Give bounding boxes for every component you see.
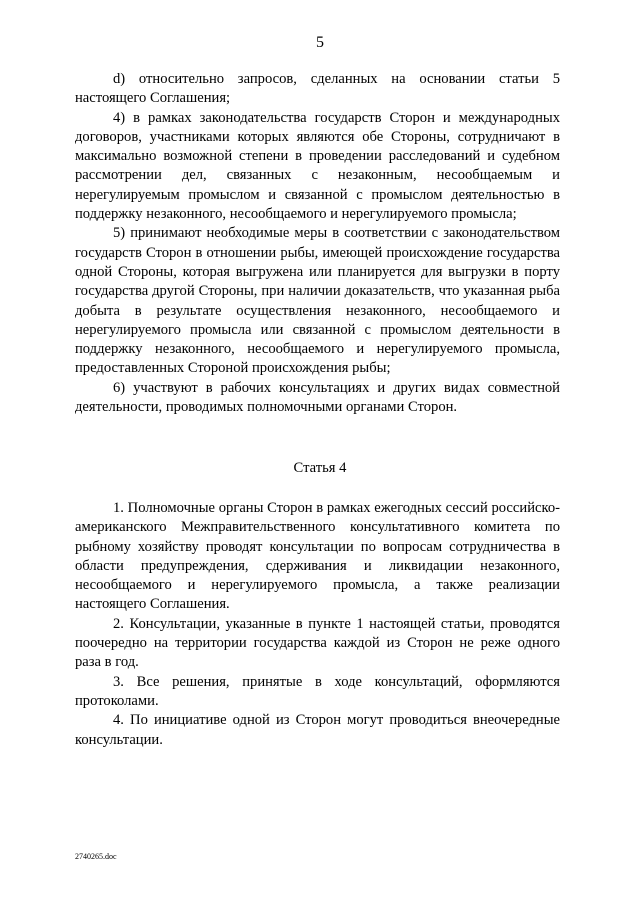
paragraph-item-4: 4) в рамках законодательства государств Сторон и международных договоров, участниками которых являются обе Стороны, сотрудничают в максимально возможной степени в проведении расследований и судебном рассмотрении дел, связанных с незаконным, несообщаемым и нерегулируемым промыслом и связанной с промыслом деятельностью в поддержку незаконного, несообщаемого и нерегулируемого промысла; — [75, 109, 560, 223]
article-paragraph-2: 2. Консультации, указанные в пункте 1 настоящей статьи, проводятся поочередно на территории государства каждой из Сторон не реже одного раза в год. — [75, 615, 560, 671]
page-number: 5 — [316, 34, 324, 51]
article-paragraph-4: 4. По инициативе одной из Сторон могут проводиться внеочередные консультации. — [75, 712, 560, 748]
paragraph-block-continuation — [75, 70, 560, 417]
paragraph-item-5: 5) принимают необходимые меры в соответствии с законодательством государств Сторон в отношении рыбы, имеющей происхождение государства одной Стороны, которая выгружена или планируется для выгрузки в порту государства другой Стороны, при наличии доказательств, что указанная рыба добыта в результате осуществления незаконного, несообщаемого и нерегулируемого промысла или связанной с промыслом деятельности в поддержку незаконного, несообщаемого и нерегулируемого промысла, предоставленных Стороной происхождения рыбы; — [75, 225, 560, 377]
article-paragraph-3: 3. Все решения, принятые в ходе консультаций, оформляются протоколами. — [75, 673, 560, 709]
paragraph-item-6: 6) участвуют в рабочих консультациях и других видах совместной деятельности, проводимых полномочными органами Сторон. — [75, 379, 560, 416]
article-paragraph-1: 1. Полномочные органы Сторон в рамках ежегодных сессий российско-американского Межправительственного консультативного комитета по рыбному хозяйству проводят консультации по вопросам сотрудничества в области предупреждения, сдерживания и ликвидации незаконного, несообщаемого и нерегулируемого промысла, а также реализации настоящего Соглашения. — [75, 500, 560, 613]
article-body — [75, 499, 560, 750]
document-id-footer: 2740265.doc — [75, 852, 117, 861]
article-heading: Статья 4 — [293, 460, 347, 476]
paragraph-item-d: d) относительно запросов, сделанных на основании статьи 5 настоящего Соглашения; — [75, 71, 560, 107]
